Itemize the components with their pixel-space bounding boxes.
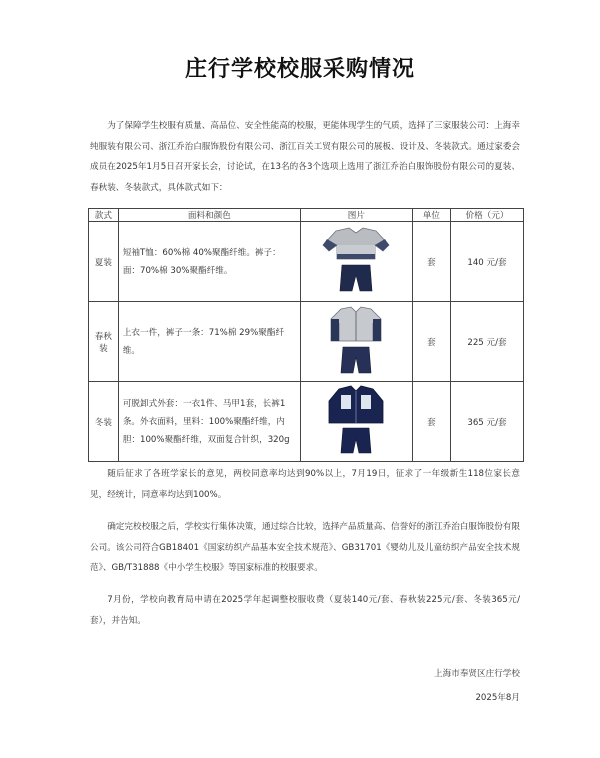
spring-autumn-uniform-image: [300, 302, 412, 382]
signature-date: 2025年8月: [475, 693, 520, 703]
header-material: 面料和颜色: [118, 209, 300, 222]
row-unit: 套: [412, 302, 450, 382]
table-row: [89, 382, 524, 462]
uniform-table: [88, 208, 524, 462]
header-style: 款式: [89, 209, 119, 222]
row-price: 225 元/套: [450, 302, 523, 382]
table-row: [89, 222, 524, 302]
row-price: 365 元/套: [450, 382, 523, 462]
paragraph-supplier: 确定完校校服之后，学校实行集体决策，通过综合比较，选择产品质量高、信誉好的浙江乔治白服饰股份有限公司。该公司符合GB18401《国家纺织产品基本安全技术规范》、GB31701《婴幼儿及儿童纺织产品安全技术规范》、GB/T31888《中小学生校服》等国家标准的校服要求。: [90, 522, 520, 573]
intro-paragraph: 为了保障学生校服有质量、高品位、安全性能高的校服，更能体现学生的气质，选择了三家服装公司：上海幸纯服装有限公司、浙江乔治白服饰股份有限公司、浙江百关工贸有限公司的展板、设计及、冬装款式。通过家委会成员在2025年1月5日召开家长会，讨论试，在13名的各3个选项上选用了浙江乔治白服饰股份有限公司的夏装、春秋装、冬装款式，具体款式如下：: [90, 121, 520, 193]
header-price: 价格（元）: [450, 209, 523, 222]
summer-uniform-image: [300, 222, 412, 302]
row-unit: 套: [412, 382, 450, 462]
row-material: 短袖T恤：60%棉 40%聚酯纤维。裤子：面：70%棉 30%聚酯纤维。: [118, 222, 300, 302]
table-row: [89, 302, 524, 382]
table-header-row: [89, 209, 524, 222]
row-style: 冬装: [89, 382, 119, 462]
winter-uniform-image: [300, 382, 412, 462]
paragraph-survey: 随后征求了各班学家长的意见，两校同意率均达到90%以上，7月19日，征求了一年级新生118位家长意见，经统计，同意率均达到100%。: [90, 469, 520, 500]
row-style: 夏装: [89, 222, 119, 302]
row-price: 140 元/套: [450, 222, 523, 302]
header-picture: 图片: [300, 209, 412, 222]
paragraph-fee: 7月份，学校向教育局申请在2025学年起调整校服收费（夏装140元/套、春秋装225元/套、冬装365元/套），并告知。: [90, 595, 520, 626]
header-unit: 单位: [412, 209, 450, 222]
row-style: 春秋装: [89, 302, 119, 382]
row-unit: 套: [412, 222, 450, 302]
signature-org: 上海市奉贤区庄行学校: [434, 669, 520, 679]
row-material: 可脱卸式外套：一衣1件、马甲1套，长裤1条。外衣面料，里料：100%聚酯纤维，内胆：100%聚酯纤维，双面复合针织，320g: [118, 382, 300, 462]
page-title: 庄行学校校服采购情况: [184, 57, 415, 82]
row-material: 上衣一件，裤子一条：71%棉 29%聚酯纤维。: [118, 302, 300, 382]
